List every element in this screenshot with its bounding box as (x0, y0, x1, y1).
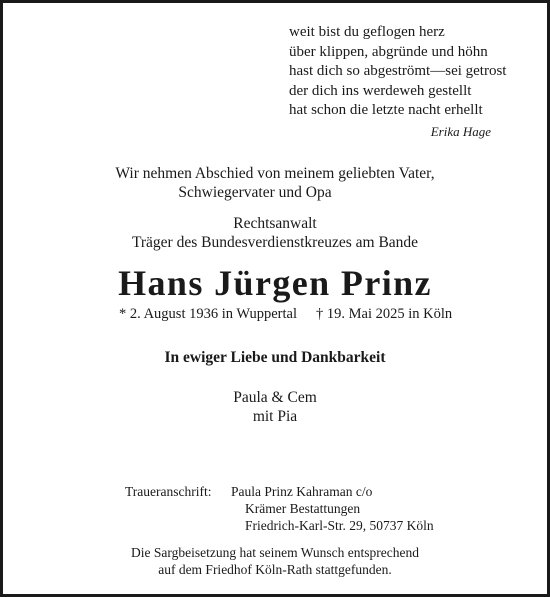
address-line: Paula Prinz Kahraman c/o (231, 484, 373, 499)
death-date: † 19. Mai 2025 in Köln (316, 306, 453, 322)
deceased-titles (3, 214, 547, 252)
farewell-intro (3, 164, 547, 202)
poem-line: hast dich so abgeströmt—sei getrost (289, 63, 507, 79)
deceased-name: Hans Jürgen Prinz (118, 263, 432, 303)
address-line: Friedrich-Karl-Str. 29, 50737 Köln (245, 518, 434, 533)
note-line: Die Sargbeisetzung hat seinem Wunsch entsprechend (130, 545, 419, 560)
mourner-line: mit Pia (252, 408, 298, 425)
address-lines (231, 483, 434, 534)
note-line: auf dem Friedhof Köln-Rath stattgefunden. (158, 562, 392, 577)
motto: In ewiger Liebe und Dankbarkeit (164, 349, 386, 366)
mourners (3, 388, 547, 426)
poem-line: hat schon die letzte nacht erhellt (289, 102, 483, 118)
honor-title: Träger des Bundesverdienstkreuzes am Bande (131, 234, 419, 251)
birth-date: * 2. August 1936 in Wuppertal (119, 306, 297, 322)
intro-line: Schwiegervater und Opa (178, 184, 332, 201)
address-line: Krämer Bestattungen (245, 501, 361, 516)
burial-note (3, 544, 547, 578)
poem-line: der dich ins werdeweh gestellt (289, 82, 472, 99)
profession-title: Rechtsanwalt (233, 215, 317, 232)
poem (289, 23, 506, 121)
poem-author: Erika Hage (430, 124, 491, 139)
poem-line: über klippen, abgründe und höhn (289, 43, 488, 60)
address-label: Traueranschrift: (125, 484, 212, 499)
poem-line: weit bist du geflogen herz (289, 24, 445, 40)
intro-line: Wir nehmen Abschied von meinem geliebten Vater, (115, 165, 435, 182)
mourner-line: Paula & Cem (233, 389, 317, 406)
